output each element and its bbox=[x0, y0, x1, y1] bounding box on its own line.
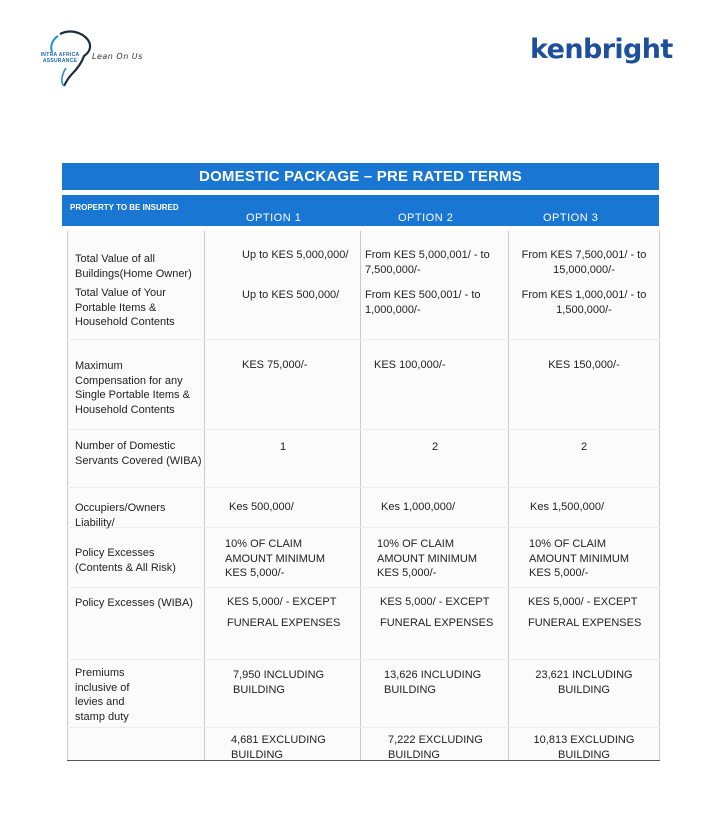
option-2-value: Kes 1,000,000/ bbox=[381, 501, 456, 513]
option-3-header: OPTION 3 bbox=[543, 212, 599, 224]
option-2-header: OPTION 2 bbox=[398, 212, 454, 224]
option-1-header: OPTION 1 bbox=[246, 212, 302, 224]
row-divider bbox=[67, 587, 660, 588]
terms-table bbox=[67, 231, 660, 761]
column-divider bbox=[204, 231, 205, 761]
corner-label: PROPERTY TO BE INSURED bbox=[70, 203, 179, 212]
row-label: Maximum Compensation for any Single Portable Items & Household Contents bbox=[75, 360, 190, 416]
table-header-row bbox=[62, 195, 659, 226]
option-3-value: 2 bbox=[580, 441, 588, 453]
row-label: Premiums inclusive of levies and stamp duty bbox=[75, 667, 130, 723]
option-3-value: 10% OF CLAIM AMOUNT MINIMUM KES 5,000/- bbox=[529, 538, 630, 579]
row-divider bbox=[67, 659, 660, 660]
option-3-value: 23,621 INCLUDING BUILDING bbox=[535, 669, 633, 696]
table-title: DOMESTIC PACKAGE – PRE RATED TERMS bbox=[62, 163, 659, 190]
option-3-value: KES 150,000/- bbox=[548, 359, 620, 371]
row-label: Total Value of Your Portable Items & Household Contents bbox=[75, 287, 175, 328]
column-divider bbox=[360, 231, 361, 761]
option-3-value: 10,813 EXCLUDING BUILDING bbox=[533, 734, 635, 761]
logo-tagline: Lean On Us bbox=[92, 52, 143, 61]
option-1-value: Up to KES 5,000,000/ bbox=[242, 249, 349, 261]
option-1-value: KES 5,000/ - EXCEPT FUNERAL EXPENSES bbox=[227, 596, 341, 629]
option-1-value: Up to KES 500,000/ bbox=[242, 289, 340, 301]
row-label: Number of Domestic Servants Covered (WIBA) bbox=[75, 440, 202, 467]
option-2-value: KES 100,000/- bbox=[374, 359, 446, 371]
option-2-value: 2 bbox=[431, 441, 439, 453]
option-1-value: 10% OF CLAIM AMOUNT MINIMUM KES 5,000/- bbox=[225, 538, 326, 579]
option-2-value: From KES 500,001/ - to 1,000,000/- bbox=[365, 289, 481, 316]
row-label: Occupiers/Owners Liability/ bbox=[75, 502, 166, 529]
row-label: Policy Excesses (Contents & All Risk) bbox=[75, 547, 176, 574]
option-1-value: 4,681 EXCLUDING BUILDING bbox=[231, 734, 326, 761]
option-1-value: 1 bbox=[279, 441, 287, 453]
row-divider bbox=[67, 727, 660, 728]
logo-brand-text: INTRA AFRICA ASSURANCE bbox=[40, 52, 80, 64]
option-2-value: From KES 5,000,001/ - to 7,500,000/- bbox=[365, 249, 490, 276]
row-label: Policy Excesses (WIBA) bbox=[75, 597, 193, 609]
option-3-value: Kes 1,500,000/ bbox=[530, 501, 605, 513]
row-divider bbox=[67, 339, 660, 340]
option-1-value: 7,950 INCLUDING BUILDING bbox=[233, 669, 325, 696]
option-3-value: From KES 7,500,001/ - to 15,000,000/- bbox=[521, 249, 647, 276]
row-divider bbox=[67, 487, 660, 488]
intra-africa-logo bbox=[38, 28, 158, 88]
row-label: Total Value of all Buildings(Home Owner) bbox=[75, 253, 192, 280]
column-divider bbox=[659, 231, 660, 761]
column-divider bbox=[508, 231, 509, 761]
option-2-value: KES 5,000/ - EXCEPT FUNERAL EXPENSES bbox=[380, 596, 494, 629]
option-3-value: From KES 1,000,001/ - to 1,500,000/- bbox=[521, 289, 647, 316]
row-divider bbox=[67, 429, 660, 430]
option-1-value: KES 75,000/- bbox=[242, 359, 308, 371]
option-1-value: Kes 500,000/ bbox=[229, 501, 294, 513]
option-2-value: 7,222 EXCLUDING BUILDING bbox=[388, 734, 483, 761]
option-3-value: KES 5,000/ - EXCEPT FUNERAL EXPENSES bbox=[528, 596, 642, 629]
option-2-value: 13,626 INCLUDING BUILDING bbox=[384, 669, 482, 696]
kenbright-logo: kenbright bbox=[530, 34, 673, 65]
option-2-value: 10% OF CLAIM AMOUNT MINIMUM KES 5,000/- bbox=[377, 538, 478, 579]
column-divider bbox=[67, 231, 68, 761]
